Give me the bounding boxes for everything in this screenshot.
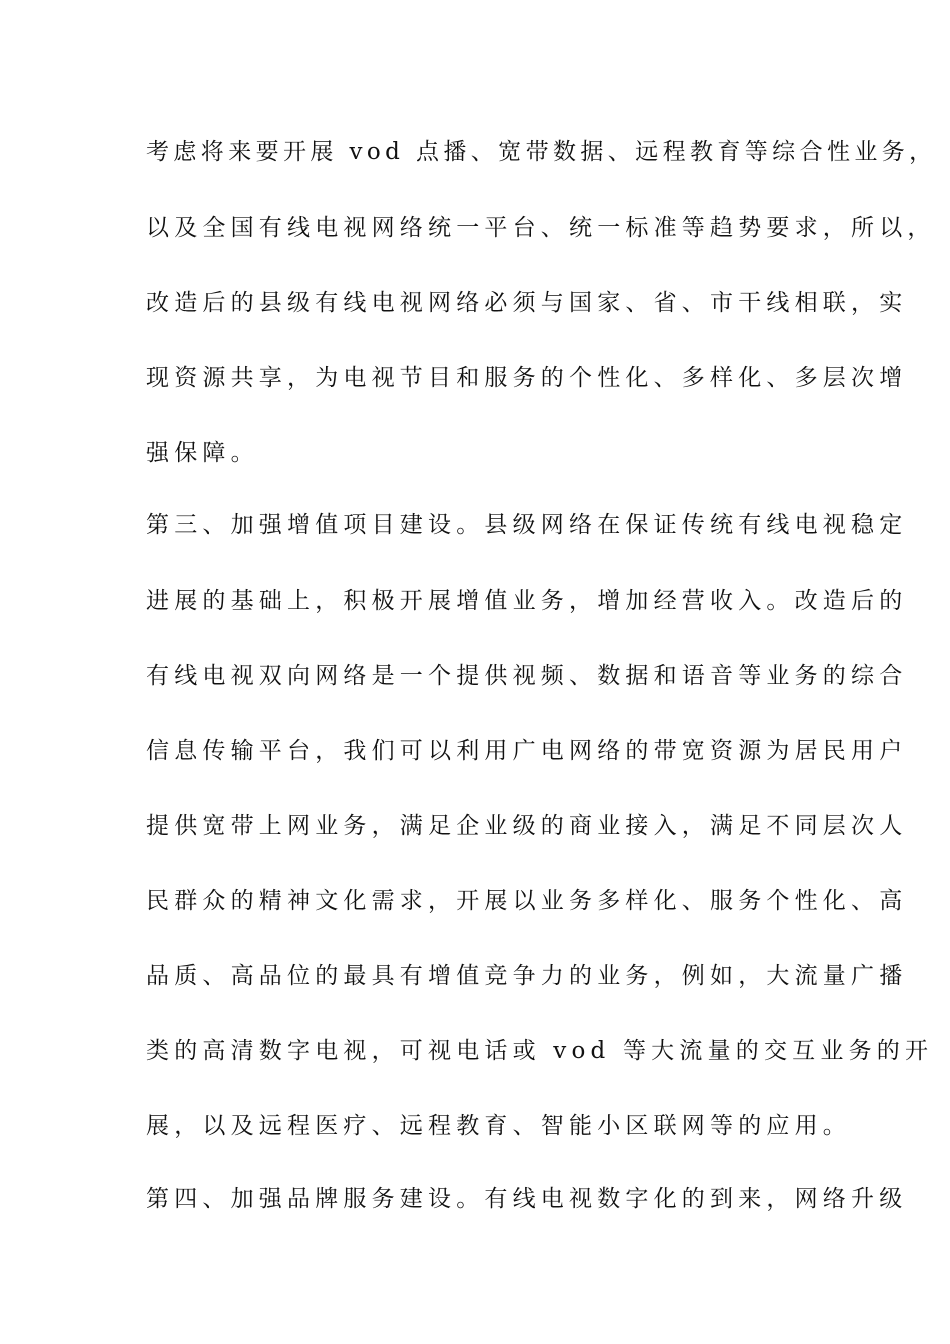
text-line-3: 改造后的县级有线电视网络必须与国家、省、市干线相联，实 — [146, 290, 908, 316]
text-line-13: 类的高清数字电视，可视电话或 vod 等大流量的交互业务的开 — [146, 1038, 934, 1064]
text-line-7: 进展的基础上，积极开展增值业务，增加经营收入。改造后的 — [146, 588, 908, 614]
text-line-11: 民群众的精神文化需求，开展以业务多样化、服务个性化、高 — [146, 888, 908, 914]
text-line-2: 以及全国有线电视网络统一平台、统一标准等趋势要求，所以， — [146, 215, 936, 241]
text-line-14: 展，以及远程医疗、远程教育、智能小区联网等的应用。 — [146, 1113, 851, 1139]
text-line-12: 品质、高品位的最具有增值竞争力的业务，例如，大流量广播 — [146, 963, 908, 989]
text-line-1: 考虑将来要开展 vod 点播、宽带数据、远程教育等综合性业务， — [146, 139, 937, 165]
text-line-15: 第四、加强品牌服务建设。有线电视数字化的到来，网络升级 — [146, 1186, 908, 1212]
text-line-8: 有线电视双向网络是一个提供视频、数据和语音等业务的综合 — [146, 663, 908, 689]
text-line-10: 提供宽带上网业务，满足企业级的商业接入，满足不同层次人 — [146, 813, 908, 839]
text-line-9: 信息传输平台，我们可以利用广电网络的带宽资源为居民用户 — [146, 738, 908, 764]
text-line-4: 现资源共享，为电视节目和服务的个性化、多样化、多层次增 — [146, 365, 908, 391]
text-line-5: 强保障。 — [146, 440, 259, 466]
text-line-6: 第三、加强增值项目建设。县级网络在保证传统有线电视稳定 — [146, 512, 908, 538]
